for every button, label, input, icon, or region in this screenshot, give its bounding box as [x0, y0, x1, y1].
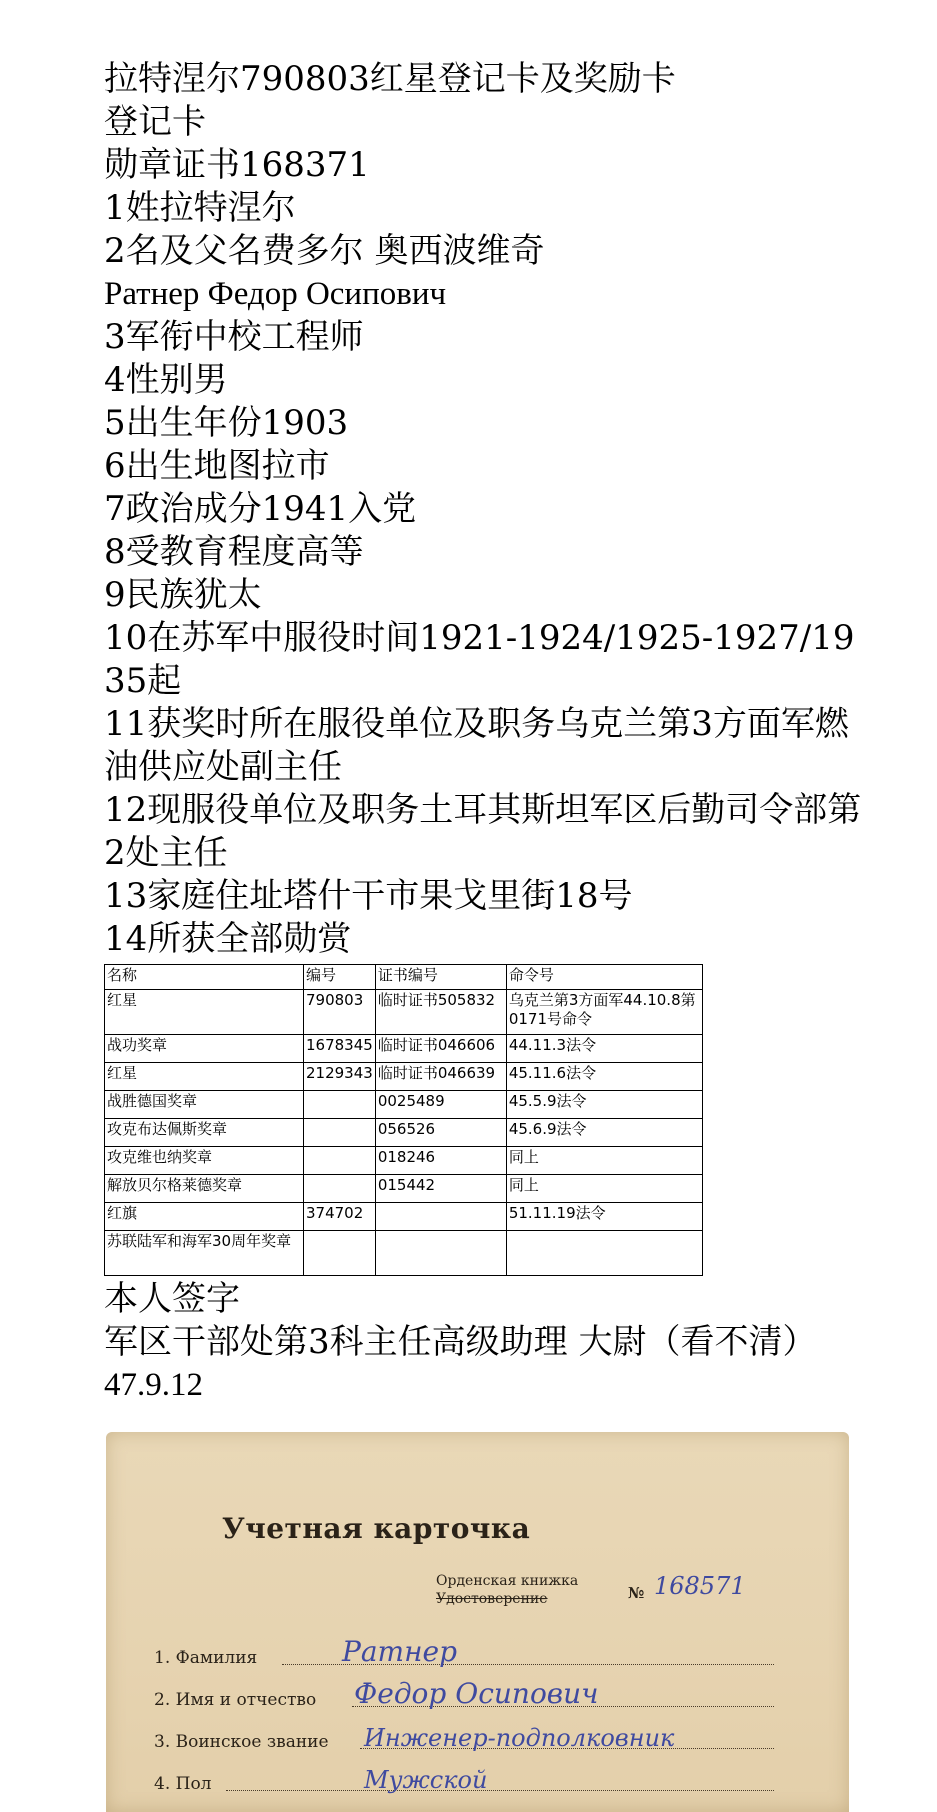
scan-cert-label-certificate: Удостоверение	[436, 1591, 548, 1607]
table-cell: 015442	[375, 1175, 506, 1203]
field-rank: 3军衔中校工程师	[104, 317, 364, 357]
scan-cert-number: 168571	[654, 1572, 746, 1600]
scan-field-value: Мужской	[364, 1766, 488, 1794]
field-service-period: 10在苏军中服役时间1921-1924/1925-1927/1935起	[104, 618, 855, 701]
scan-cert-label	[436, 1572, 578, 1608]
field-surname: 1姓拉特涅尔	[104, 188, 296, 228]
table-cell: 同上	[506, 1175, 702, 1203]
table-cell: 45.5.9法令	[506, 1091, 702, 1119]
table-cell	[506, 1231, 702, 1276]
table-row	[105, 1063, 703, 1091]
table-cell: 056526	[375, 1119, 506, 1147]
section-registration-card: 登记卡	[104, 102, 206, 142]
table-header-cell: 名称	[105, 965, 304, 990]
table-row	[105, 1119, 703, 1147]
document-body	[104, 58, 864, 1407]
scan-field-label: 1. Фамилия	[154, 1648, 258, 1668]
field-birthplace: 6出生地图拉市	[104, 446, 330, 486]
table-cell: 乌克兰第3方面军44.10.8第0171号命令	[506, 990, 702, 1035]
table-row	[105, 1203, 703, 1231]
table-cell: 临时证书046606	[375, 1035, 506, 1063]
table-cell	[304, 1091, 376, 1119]
table-cell: 2129343	[304, 1063, 376, 1091]
field-education: 8受教育程度高等	[104, 532, 364, 572]
scan-field-rank	[154, 1724, 774, 1752]
field-birth-year: 5出生年份1903	[104, 403, 349, 443]
field-name-patronymic: 2名及父名费多尔 奥西波维奇	[104, 231, 545, 271]
signature-date: 47.9.12	[104, 1367, 203, 1403]
table-cell: 同上	[506, 1147, 702, 1175]
table-header-cell: 证书编号	[375, 965, 506, 990]
scan-field-name	[154, 1677, 774, 1710]
field-unit-at-award: 11获奖时所在服役单位及职务乌克兰第3方面军燃油供应处副主任	[104, 704, 849, 787]
table-header-cell: 命令号	[506, 965, 702, 990]
scan-field-label: 4. Пол	[154, 1774, 212, 1794]
table-cell: 45.6.9法令	[506, 1119, 702, 1147]
table-cell	[304, 1119, 376, 1147]
table-cell: 战功奖章	[105, 1035, 304, 1063]
field-name-russian: Ратнер Федор Осипович	[104, 276, 447, 312]
table-cell: 临时证书505832	[375, 990, 506, 1035]
table-cell	[304, 1175, 376, 1203]
table-cell: 红星	[105, 1063, 304, 1091]
table-cell	[375, 1231, 506, 1276]
table-cell: 790803	[304, 990, 376, 1035]
table-cell: 攻克维也纳奖章	[105, 1147, 304, 1175]
scan-field-value: Ратнер	[342, 1635, 458, 1668]
field-all-awards: 14所获全部勋赏	[104, 919, 352, 959]
table-cell	[304, 1147, 376, 1175]
table-cell: 战胜德国奖章	[105, 1091, 304, 1119]
table-cell	[375, 1203, 506, 1231]
scan-field-label: 3. Воинское звание	[154, 1732, 329, 1752]
scanned-card-image	[106, 1432, 849, 1812]
scan-number-sign: №	[628, 1584, 645, 1602]
table-cell: 临时证书046639	[375, 1063, 506, 1091]
table-cell: 374702	[304, 1203, 376, 1231]
scan-card-title: Учетная карточка	[222, 1512, 531, 1545]
scan-field-surname	[154, 1635, 774, 1668]
table-row	[105, 1175, 703, 1203]
table-cell: 解放贝尔格莱德奖章	[105, 1175, 304, 1203]
field-current-unit: 12现服役单位及职务土耳其斯坦军区后勤司令部第2处主任	[104, 790, 862, 873]
table-cell: 红星	[105, 990, 304, 1035]
table-row	[105, 1231, 703, 1276]
signatory: 军区干部处第3科主任高级助理 大尉（看不清）	[104, 1322, 817, 1362]
table-header-row	[105, 965, 703, 990]
table-row	[105, 1091, 703, 1119]
doc-title: 拉特涅尔790803红星登记卡及奖励卡	[104, 59, 676, 99]
scan-field-sex	[154, 1766, 774, 1794]
table-cell: 苏联陆军和海军30周年奖章	[105, 1231, 304, 1276]
table-header-cell: 编号	[304, 965, 376, 990]
field-sex: 4性别男	[104, 360, 228, 400]
scan-cert-label-order-book: Орденская книжка	[436, 1573, 579, 1589]
table-row	[105, 1035, 703, 1063]
table-cell: 红旗	[105, 1203, 304, 1231]
scan-field-value: Федор Осипович	[354, 1677, 599, 1710]
certificate-number: 勋章证书168371	[104, 145, 370, 185]
field-nationality: 9民族犹太	[104, 575, 262, 615]
scan-field-label: 2. Имя и отчество	[154, 1690, 317, 1710]
table-cell: 018246	[375, 1147, 506, 1175]
table-cell: 44.11.3法令	[506, 1035, 702, 1063]
table-cell: 51.11.19法令	[506, 1203, 702, 1231]
signature-label: 本人签字	[104, 1279, 240, 1319]
table-cell: 1678345	[304, 1035, 376, 1063]
field-home-address: 13家庭住址塔什干市果戈里街18号	[104, 876, 633, 916]
awards-table	[104, 964, 703, 1276]
table-cell	[304, 1231, 376, 1276]
table-row	[105, 990, 703, 1035]
field-party: 7政治成分1941入党	[104, 489, 417, 529]
table-cell: 0025489	[375, 1091, 506, 1119]
table-row	[105, 1147, 703, 1175]
table-cell: 攻克布达佩斯奖章	[105, 1119, 304, 1147]
table-cell: 45.11.6法令	[506, 1063, 702, 1091]
scan-field-value: Инженер-подполковник	[364, 1724, 675, 1752]
